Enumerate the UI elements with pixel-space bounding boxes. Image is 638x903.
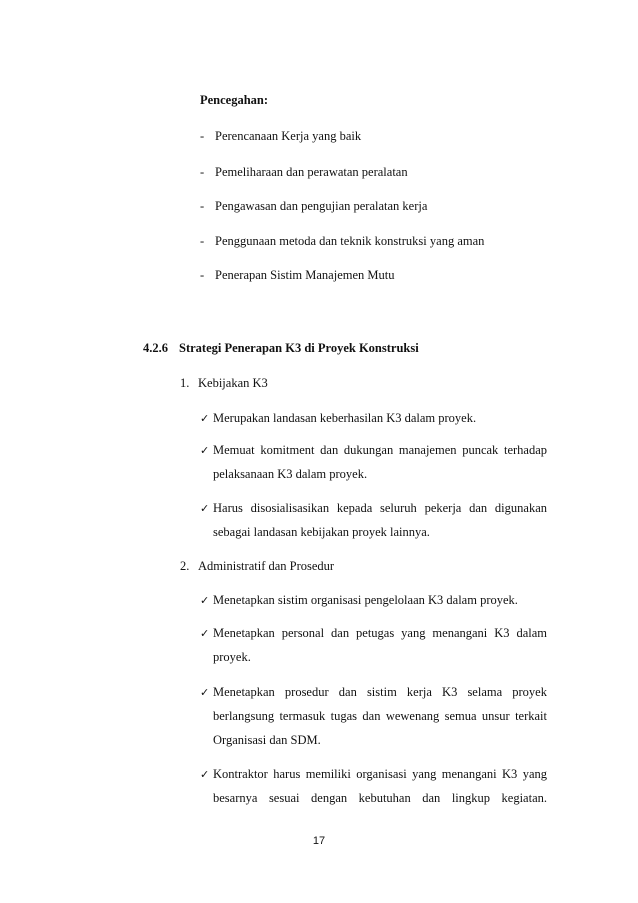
section-heading — [143, 340, 419, 356]
prevention-item: - Pengawasan dan pengujian peralatan kerja — [200, 199, 428, 213]
checklist-item — [200, 442, 213, 459]
prevention-item: - Penggunaan metoda dan teknik konstruksi yang aman — [200, 234, 485, 248]
check-icon: ✓ — [200, 444, 210, 457]
document-page: Pencegahan: - Perencanaan Kerja yang baik - Pemeliharaan dan perawatan peralatan - Pengawasan dan pengujian peralatan kerja - Penggunaan metoda dan teknik konstruksi yang aman - Penerapan Sistim Manajemen Mutu 4.2.6 Strategi Penerapan K3 di Proyek Konstruksi 1. Kebijakan K3 ✓ Merupakan landasan keberhasilan K3 dalam proyek. ✓ Memuat komitment dan dukungan manajemen puncak terhadap pelaksanaan K3 dalam proyek. ✓ Harus disosialisasikan kepada seluruh pekerja dan digunakan sebagai landasan kebijakan proyek lainnya. 2. Administratif dan Prosedur ✓ Menetapkan sistim organisasi pengelolaan K3 dalam proyek. ✓ Menetapkan personal dan petugas yang menangani K3 dalam proyek. ✓ Menetapkan prosedur dan sistim kerja K3 selama proyek berlangsung termasuk tugas dan wewenang semua unsur terkait Organisasi dan SDM. ✓ Kontraktor harus memiliki organisasi yang menangani K3 yang besarnya sesuai dengan kebutuhan dan lingkup kegiatan. 17 — [0, 0, 638, 903]
prevention-item: - Pemeliharaan dan perawatan peralatan — [200, 165, 408, 179]
prevention-item: - Penerapan Sistim Manajemen Mutu — [200, 268, 395, 282]
checklist-item: ✓ Menetapkan sistim organisasi pengelolaan K3 dalam proyek. — [200, 593, 518, 607]
check-icon: ✓ — [200, 768, 210, 781]
check-icon: ✓ — [200, 502, 210, 515]
list-item: 2. Administratif dan Prosedur — [180, 559, 335, 573]
checklist-item — [200, 684, 213, 701]
checklist-item — [200, 766, 213, 783]
section-number: 4.2.6 — [143, 341, 168, 355]
checklist-item — [200, 500, 213, 517]
checklist-item: ✓ Merupakan landasan keberhasilan K3 dalam proyek. — [200, 411, 477, 425]
check-icon: ✓ — [200, 627, 210, 640]
checklist-item — [200, 625, 213, 642]
prevention-heading: Pencegahan: — [200, 93, 269, 107]
section-title: Strategi Penerapan K3 di Proyek Konstruksi — [179, 341, 419, 355]
check-icon: ✓ — [200, 412, 210, 425]
page-number: 17 — [312, 835, 326, 847]
list-item: 1. Kebijakan K3 — [180, 376, 268, 390]
prevention-item: - Perencanaan Kerja yang baik — [200, 129, 362, 143]
check-icon: ✓ — [200, 594, 210, 607]
check-icon: ✓ — [200, 686, 210, 699]
